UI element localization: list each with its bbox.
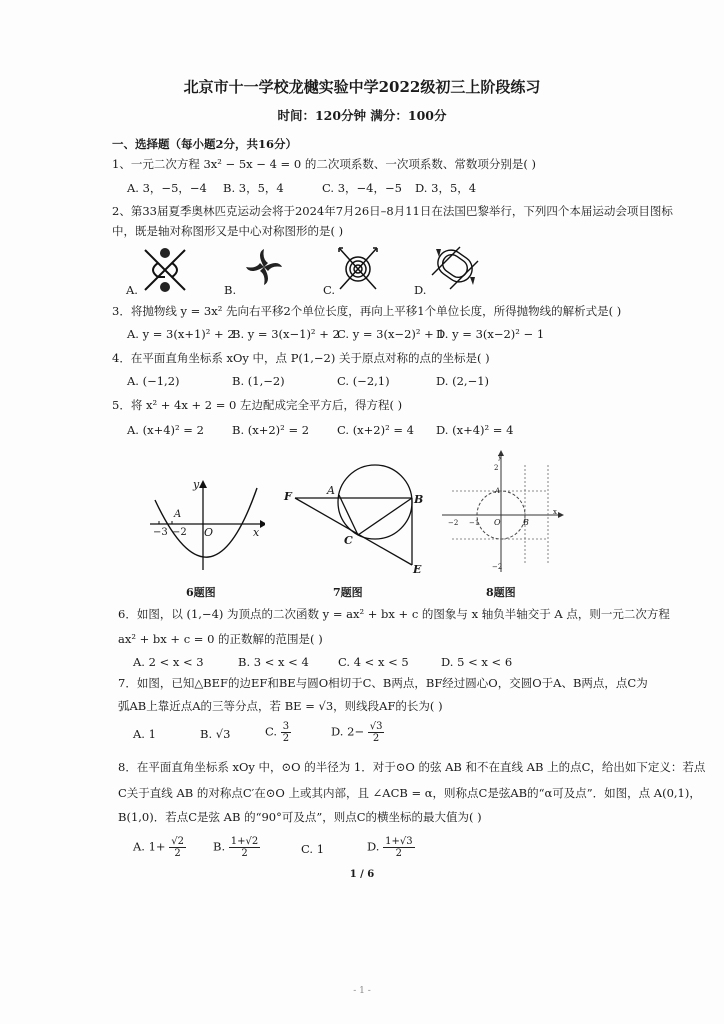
fig8-tick-x-minus1: −1 — [469, 519, 480, 527]
q8-option-b-label: B. — [213, 839, 226, 854]
question-8-stem-line3: B(1,0)．若点C是弦 AB 的“90°可及点”，则点C的横坐标的最大值为( ) — [118, 810, 482, 824]
fig8-b-label: B — [523, 518, 529, 527]
q3-option-c: C. y = 3(x−2)² + 1 — [337, 327, 445, 341]
section-heading: 一、选择题（每小题2分，共16分） — [112, 137, 298, 151]
q5-option-a: A. (x+4)² = 2 — [127, 423, 204, 437]
question-5-stem: 5．将 x² + 4x + 2 = 0 左边配成完全平方后，得方程( ) — [112, 398, 403, 412]
question-6-stem-line2: ax² + bx + c = 0 的正数解的范围是( ) — [118, 632, 323, 646]
q3-option-d: D. y = 3(x−2)² − 1 — [436, 327, 545, 341]
q5-option-b: B. (x+2)² = 2 — [232, 423, 310, 437]
q7-option-d-label: D. 2− — [331, 724, 365, 739]
q8-option-a — [133, 836, 186, 859]
fig7-c-label: C — [344, 534, 353, 547]
q5-option-c: C. (x+2)² = 4 — [337, 423, 414, 437]
q1-option-d: D. 3，5，4 — [415, 181, 477, 195]
question-3-stem: 3．将抛物线 y = 3x² 先向右平移2个单位长度，再向上平移1个单位长度，所得抛物线的解析式是( ) — [112, 304, 622, 318]
q1-option-a: A. 3，−5，−4 — [127, 181, 207, 195]
fig6-y-label: y — [193, 478, 200, 491]
q6-option-a: A. 2 < x < 3 — [133, 655, 204, 669]
question-7-stem-line2: 弧AB上靠近点A的三等分点，若 BE = √3，则线段AF的长为( ) — [118, 699, 443, 713]
q7-option-d — [331, 721, 384, 744]
question-6-stem-line1: 6．如图，以 (1,−4) 为顶点的二次函数 y = ax² + bx + c 的图象与 x 轴负半轴交于 A 点，则一元二次方程 — [118, 607, 670, 621]
q4-option-c: C. (−2,1) — [337, 374, 390, 388]
q6-option-c: C. 4 < x < 5 — [338, 655, 409, 669]
q1-option-b: B. 3，5，4 — [223, 181, 284, 195]
fig7-f-label: F — [284, 490, 292, 503]
q8-option-d-fraction: $\frac{1+√3}{2}$ — [385, 836, 413, 859]
olympic-icon-b — [242, 245, 287, 290]
fig8-tick-y-minus2: −2 — [492, 563, 503, 571]
q2-option-d: D. — [414, 283, 427, 297]
q4-option-b: B. (1,−2) — [232, 374, 285, 388]
page-subtitle: 时间：120分钟 满分：100分 — [277, 108, 447, 123]
footer-page-marker: - 1 - — [353, 986, 371, 996]
fig7-b-label: B — [414, 493, 424, 506]
fig7-e-label: E — [413, 563, 422, 576]
page-title: 北京市十一学校龙樾实验中学2022级初三上阶段练习 — [183, 78, 541, 96]
q5-option-d: D. (x+4)² = 4 — [436, 423, 514, 437]
figure-7-caption: 7题图 — [333, 586, 363, 599]
q4-option-a: A. (−1,2) — [127, 374, 180, 388]
question-4-stem: 4．在平面直角坐标系 xOy 中，点 P(1,−2) 关于原点对称的点的坐标是( ) — [112, 351, 490, 365]
q2-option-c: C. — [323, 283, 336, 297]
figure-6-caption: 6题图 — [186, 586, 216, 599]
fig8-x-label: x — [553, 508, 557, 516]
question-2-stem-line2: 中，既是轴对称图形又是中心对称图形的是( ) — [112, 224, 344, 238]
q8-option-d-label: D. — [367, 839, 380, 854]
q8-option-b — [213, 836, 260, 859]
q2-option-b: B. — [224, 283, 237, 297]
fig6-a-label: A — [174, 509, 182, 520]
figure-8-coordinate-circle — [440, 450, 565, 575]
q8-option-c: C. 1 — [301, 842, 325, 856]
fig6-origin-label: O — [204, 526, 214, 539]
q7-option-a: A. 1 — [133, 727, 156, 741]
fig6-tick-minus2: −2 — [172, 527, 187, 538]
question-8-stem-line1: 8．在平面直角坐标系 xOy 中，⊙O 的半径为 1．对于⊙O 的弦 AB 和不在直线 AB 上的点C，给出如下定义：若点 — [118, 760, 706, 774]
q3-option-b: B. y = 3(x−1)² + 2 — [232, 327, 340, 341]
figure-7-circle-tangent — [285, 455, 430, 575]
page-number: 1 / 6 — [349, 869, 375, 880]
fig8-tick-y2: 2 — [494, 464, 499, 472]
q4-option-d: D. (2,−1) — [436, 374, 490, 388]
q6-option-b: B. 3 < x < 4 — [238, 655, 309, 669]
q6-option-d: D. 5 < x < 6 — [441, 655, 513, 669]
q8-option-b-fraction: $\frac{1+√2}{2}$ — [230, 836, 259, 859]
olympic-icon-d — [430, 245, 480, 290]
question-2-stem-line1: 2、第33届夏季奥林匹克运动会将于2024年7月26日–8月11日在法国巴黎举行，下列四个本届运动会项目图标 — [112, 204, 673, 218]
q8-option-d — [367, 836, 415, 859]
q3-option-a: A. y = 3(x+1)² + 2 — [127, 327, 235, 341]
question-8-stem-line2: C关于直线 AB 的对称点C′在⊙O 上或其内部，且 ∠ACB = α，则称点C是弦AB的“α可及点”．如图，点 A(0,1)， — [118, 786, 701, 800]
question-7-stem-line1: 7．如图，已知△BEF的边EF和BE与圆O相切于C、B两点，BF经过圆心O，交圆O于A、B两点，点C为 — [118, 676, 648, 690]
fig6-tick-minus3: −3 — [153, 527, 168, 538]
fig8-y-label: y — [498, 453, 502, 461]
q7-option-b: B. √3 — [200, 727, 231, 741]
question-1-stem: 1、一元二次方程 3x² − 5x − 4 = 0 的二次项系数、一次项系数、常数项分别是( ) — [112, 157, 536, 171]
q7-option-c-label: C. — [265, 724, 278, 739]
olympic-icon-a — [140, 245, 190, 295]
q2-option-a: A. — [126, 283, 138, 297]
figure-8-caption: 8题图 — [486, 586, 516, 599]
q7-option-c-fraction: $\frac{3}{2}$ — [282, 721, 290, 744]
fig6-x-label: x — [253, 526, 260, 539]
fig8-a-label: A — [495, 487, 501, 495]
q7-option-c — [265, 721, 291, 744]
q7-option-d-fraction: $\frac{√3}{2}$ — [369, 721, 383, 744]
fig8-tick-x-minus2: −2 — [448, 519, 459, 527]
q8-option-a-fraction: $\frac{√2}{2}$ — [171, 836, 184, 859]
fig8-origin-label: O — [494, 518, 501, 527]
fig7-a-label: A — [327, 484, 335, 497]
q8-option-a-label: A. 1+ — [133, 839, 166, 854]
olympic-icon-c — [336, 245, 380, 293]
q1-option-c: C. 3，−4，−5 — [322, 181, 402, 195]
